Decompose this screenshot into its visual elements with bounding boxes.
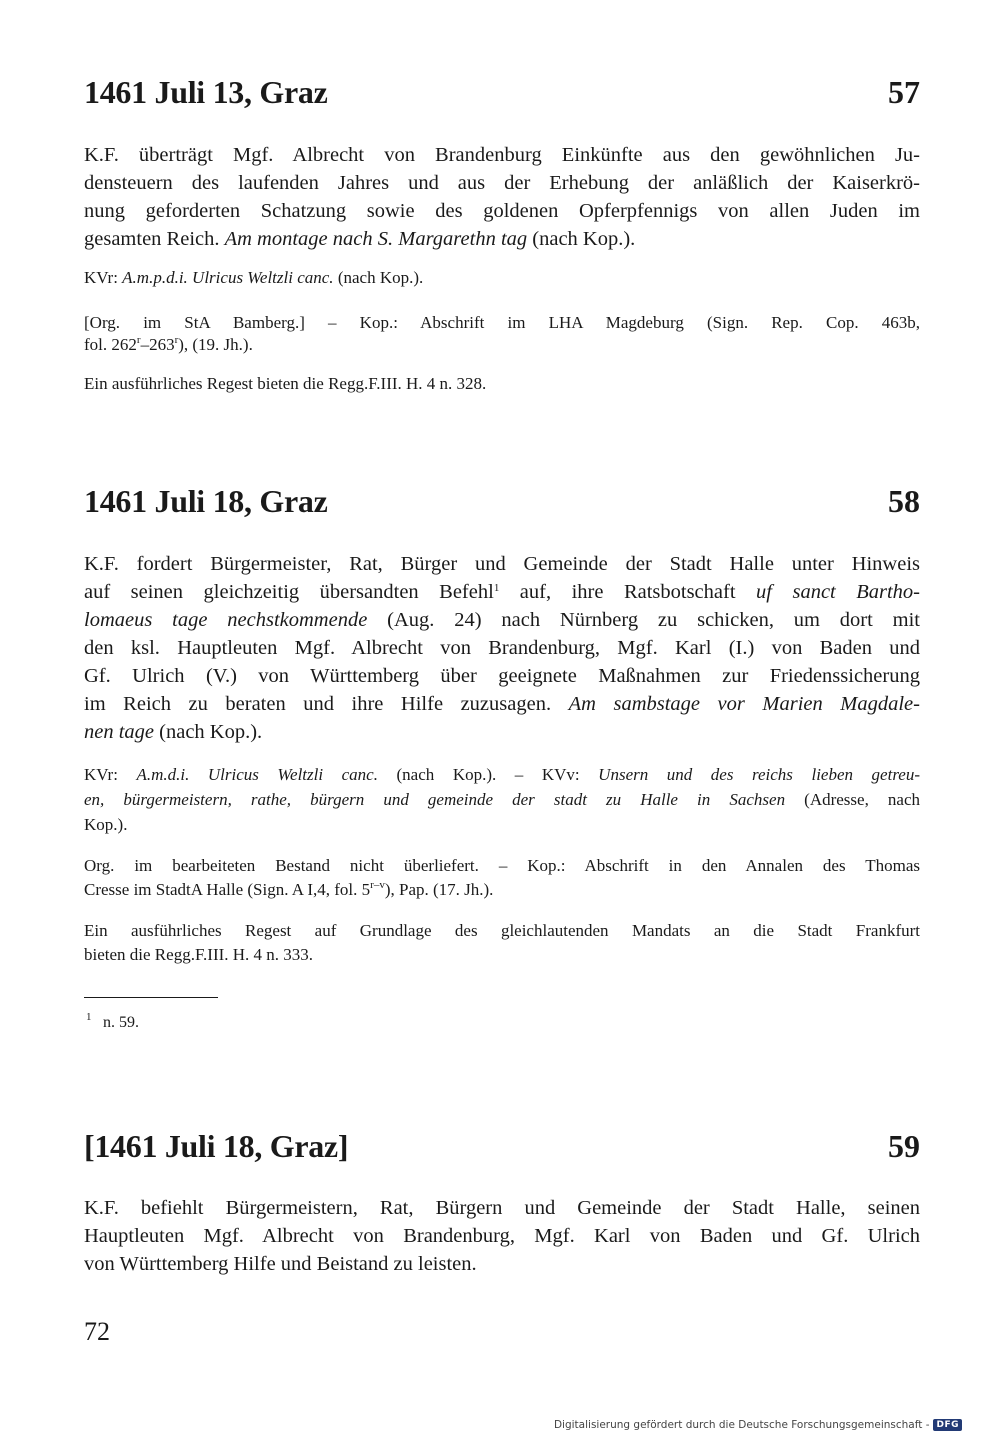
kvr-note: KVr: A.m.p.d.i. Ulricus Weltzli canc. (nach Kop.). bbox=[84, 268, 424, 287]
summary-line: Gf. Ulrich (V.) von Württemberg über geeignete Maßnahmen zur Friedenssicherung bbox=[84, 665, 920, 687]
summary-line: im Reich zu beraten und ihre Hilfe zuzusagen. Am sambstage vor Marien Magdale- bbox=[84, 693, 920, 715]
entry-58-heading bbox=[84, 483, 920, 523]
footnote-rule bbox=[84, 997, 218, 998]
regest-note: bieten die Regg.F.III. H. 4 n. 333. bbox=[84, 945, 314, 964]
dfg-logo: DFG bbox=[933, 1419, 962, 1431]
source-line: Org. im bearbeiteten Bestand nicht überliefert. – Kop.: Abschrift in den Annalen des Thomas bbox=[84, 856, 920, 875]
summary-line: von Württemberg Hilfe und Beistand zu leisten. bbox=[84, 1253, 477, 1275]
footnote-text: n. 59. bbox=[103, 1014, 139, 1031]
entry-number: 57 bbox=[888, 74, 920, 110]
summary-line: den ksl. Hauptleuten Mgf. Albrecht von Brandenburg, Mgf. Karl (I.) von Baden und bbox=[84, 637, 920, 659]
entry-59-heading bbox=[84, 1128, 920, 1168]
footnote-mark: 1 bbox=[86, 1011, 92, 1023]
kv-note: en, bürgermeistern, rathe, bürgern und gemeinde der stadt zu Halle in Sachsen (Adresse, nach bbox=[84, 790, 920, 809]
summary-line: densteuern des laufenden Jahres und aus der Erhebung der anläßlich der Kaiserkrö- bbox=[84, 172, 920, 194]
entry-title: 1461 Juli 18, Graz bbox=[84, 483, 328, 519]
summary-line: K.F. fordert Bürgermeister, Rat, Bürger und Gemeinde der Stadt Halle unter Hinweis bbox=[84, 553, 920, 575]
regest-note: Ein ausführliches Regest bieten die Regg.F.III. H. 4 n. 328. bbox=[84, 374, 487, 393]
summary-line: auf seinen gleichzeitig übersandten Befehl$^1$ auf, ihre Ratsbotschaft uf sanct Bartho- bbox=[84, 581, 920, 603]
entry-number: 58 bbox=[888, 483, 920, 519]
summary-line: K.F. befiehlt Bürgermeistern, Rat, Bürgern und Gemeinde der Stadt Halle, seinen bbox=[84, 1197, 920, 1219]
kv-note: KVr: A.m.d.i. Ulricus Weltzli canc. (nach Kop.). – KVv: Unsern und des reichs lieben getreu- bbox=[84, 765, 920, 784]
kv-note: Kop.). bbox=[84, 815, 128, 834]
summary-line: nung geforderten Schatzung sowie des goldenen Opferpfennigs von allen Juden im bbox=[84, 200, 920, 222]
summary-line: gesamten Reich. Am montage nach S. Margarethn tag (nach Kop.). bbox=[84, 228, 636, 250]
source-line: [Org. im StA Bamberg.] – Kop.: Abschrift im LHA Magdeburg (Sign. Rep. Cop. 463b, bbox=[84, 313, 920, 332]
entry-title: 1461 Juli 13, Graz bbox=[84, 74, 328, 110]
page-number: 72 bbox=[84, 1317, 110, 1346]
credit-text: Digitalisierung gefördert durch die Deutsche Forschungsgemeinschaft - bbox=[553, 1419, 930, 1431]
funding-credit bbox=[554, 1415, 962, 1435]
entry-57-heading bbox=[84, 74, 920, 114]
source-line: Cresse im StadtA Halle (Sign. A I,4, fol. 5$^{r-v}$), Pap. (17. Jh.). bbox=[84, 879, 494, 899]
entry-number: 59 bbox=[888, 1128, 920, 1164]
source-line: fol. 262$^r$–263$^r$), (19. Jh.). bbox=[84, 334, 253, 354]
entry-title: [1461 Juli 18, Graz] bbox=[84, 1128, 349, 1164]
summary-line: nen tage (nach Kop.). bbox=[84, 721, 263, 743]
summary-line: K.F. überträgt Mgf. Albrecht von Brandenburg Einkünfte aus den gewöhnlichen Ju- bbox=[84, 144, 920, 166]
summary-line: Hauptleuten Mgf. Albrecht von Brandenburg, Mgf. Karl von Baden und Gf. Ulrich bbox=[84, 1225, 920, 1247]
summary-line: lomaeus tage nechstkommende (Aug. 24) nach Nürnberg zu schicken, um dort mit bbox=[84, 609, 920, 631]
regest-note: Ein ausführliches Regest auf Grundlage des gleichlautenden Mandats an die Stadt Frankfurt bbox=[84, 921, 920, 940]
